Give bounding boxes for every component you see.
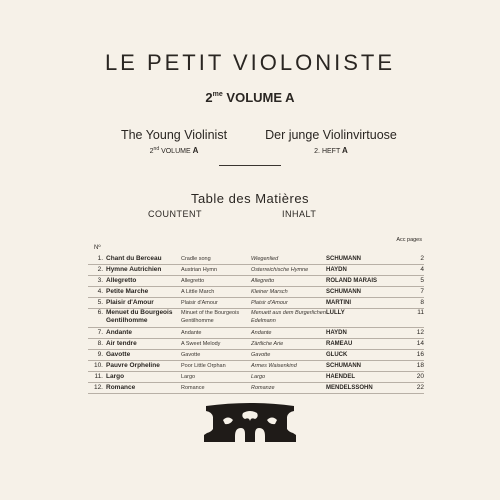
toc-entry-english-title: Andante — [181, 328, 251, 339]
toc-entry-french-title: Gavotte — [106, 350, 181, 361]
toc-entry-page: 4 — [401, 265, 424, 276]
toc-row — [88, 339, 424, 350]
toc-entry-german-title: Andante — [251, 328, 326, 339]
toc-entry-english-title: A Sweet Melody — [181, 339, 251, 350]
toc-entry-number: 1. — [88, 254, 106, 265]
volume-number: 2 — [205, 90, 213, 105]
toc-entry-english-title: Cradle song — [181, 254, 251, 265]
toc-entry-german-title: Gavotte — [251, 350, 326, 361]
toc-contents-german: INHALT — [282, 209, 317, 219]
toc-entry-english-title: Minuet of the Bourgeois Gentilhomme — [181, 309, 251, 328]
toc-entry-number: 10. — [88, 361, 106, 372]
toc-entry-composer: GLUCK — [326, 350, 401, 361]
volume-label: VOLUME — [226, 90, 283, 105]
english-volume-label: VOLUME — [161, 148, 191, 155]
toc-row — [88, 287, 424, 298]
toc-entry-german-title: Armes Waisenkind — [251, 361, 326, 372]
toc-entry-page: 8 — [401, 298, 424, 309]
toc-row — [88, 350, 424, 361]
toc-entry-number: 12. — [88, 383, 106, 394]
toc-entry-number: 7. — [88, 328, 106, 339]
toc-entry-page: 5 — [401, 276, 424, 287]
toc-entry-french-title: Air tendre — [106, 339, 181, 350]
toc-entry-french-title: Plaisir d'Amour — [106, 298, 181, 309]
toc-table — [88, 254, 424, 394]
toc-entry-german-title: Zärtliche Arie — [251, 339, 326, 350]
toc-entry-french-title: Pauvre Orpheline — [106, 361, 181, 372]
toc-entry-french-title: Andante — [106, 328, 181, 339]
toc-contents-french: COUNTENT — [148, 209, 202, 219]
toc-entry-page: 22 — [401, 383, 424, 394]
toc-entry-french-title: Romance — [106, 383, 181, 394]
german-volume-letter: A — [342, 146, 348, 155]
toc-entry-page: 18 — [401, 361, 424, 372]
toc-entry-page: 16 — [401, 350, 424, 361]
toc-entry-composer: RAMEAU — [326, 339, 401, 350]
toc-entry-french-title: Chant du Berceau — [106, 254, 181, 265]
toc-entry-french-title: Petite Marche — [106, 287, 181, 298]
toc-row — [88, 372, 424, 383]
english-volume-letter: A — [192, 146, 199, 155]
toc-entry-french-title: Hymne Autrichien — [106, 265, 181, 276]
toc-entry-number: 3. — [88, 276, 106, 287]
toc-row — [88, 254, 424, 265]
toc-entry-english-title: Gavotte — [181, 350, 251, 361]
toc-entry-number: 11. — [88, 372, 106, 383]
toc-entry-german-title: Osterreichische Hymne — [251, 265, 326, 276]
toc-entry-number: 6. — [88, 309, 106, 328]
toc-entry-english-title: Poor Little Orphan — [181, 361, 251, 372]
english-volume — [99, 146, 249, 155]
toc-entry-french-title: Allegretto — [106, 276, 181, 287]
toc-entry-german-title: Largo — [251, 372, 326, 383]
english-title-block — [99, 128, 249, 155]
toc-entry-german-title: Romanze — [251, 383, 326, 394]
toc-row — [88, 328, 424, 339]
toc-entry-german-title: Wiegenlied — [251, 254, 326, 265]
toc-entry-composer: ROLAND MARAIS — [326, 276, 401, 287]
toc-entry-german-title: Allegretto — [251, 276, 326, 287]
english-volume-suffix: nd — [153, 146, 160, 152]
toc-entry-page: 12 — [401, 328, 424, 339]
toc-row — [88, 309, 424, 328]
toc-entry-page: 14 — [401, 339, 424, 350]
toc-entry-english-title: A Little March — [181, 287, 251, 298]
divider-rule — [219, 165, 281, 166]
violin-bridge-icon — [203, 402, 297, 442]
toc-entry-page: 2 — [401, 254, 424, 265]
toc-entry-composer: SCHUMANN — [326, 287, 401, 298]
toc-entry-composer: MARTINI — [326, 298, 401, 309]
toc-page-header: Acc pages — [396, 237, 422, 243]
toc-entry-composer: HAENDEL — [326, 372, 401, 383]
toc-entry-german-title: Plaisir d'Amour — [251, 298, 326, 309]
toc-row — [88, 265, 424, 276]
toc-entry-page: 11 — [401, 309, 424, 328]
toc-entry-number: 8. — [88, 339, 106, 350]
toc-entry-composer: LULLY — [326, 309, 401, 328]
toc-number-header: Nº — [94, 245, 101, 251]
toc-entry-composer: MENDELSSOHN — [326, 383, 401, 394]
toc-row — [88, 298, 424, 309]
toc-entry-number: 4. — [88, 287, 106, 298]
toc-entry-number: 2. — [88, 265, 106, 276]
toc-entry-page: 7 — [401, 287, 424, 298]
book-title: LE PETIT VIOLONISTE — [104, 50, 396, 75]
toc-entry-composer: HAYDN — [326, 265, 401, 276]
german-volume — [256, 146, 406, 155]
volume-number-suffix: me — [212, 91, 223, 98]
toc-entry-english-title: Austrian Hymn — [181, 265, 251, 276]
toc-entry-english-title: Allegretto — [181, 276, 251, 287]
toc-entry-english-title: Largo — [181, 372, 251, 383]
toc-entry-english-title: Romance — [181, 383, 251, 394]
toc-entry-page: 20 — [401, 372, 424, 383]
german-volume-label: 2. HEFT — [314, 148, 341, 155]
toc-entry-composer: SCHUMANN — [326, 254, 401, 265]
toc-entry-english-title: Plaisir d'Amour — [181, 298, 251, 309]
toc-entry-composer: HAYDN — [326, 328, 401, 339]
german-title-block — [256, 128, 406, 155]
toc-entry-number: 5. — [88, 298, 106, 309]
toc-entry-number: 9. — [88, 350, 106, 361]
volume-letter: A — [285, 90, 295, 105]
toc-entry-composer: SCHUMANN — [326, 361, 401, 372]
toc-entry-french-title: Largo — [106, 372, 181, 383]
english-title: The Young Violinist — [120, 128, 228, 142]
toc-entry-german-title: Menuett aus dem Burgerlichen Edelmann — [251, 309, 326, 328]
toc-entry-french-title: Menuet du Bourgeois Gentilhomme — [106, 309, 181, 328]
toc-row — [88, 276, 424, 287]
english-volume-number: 2 — [149, 148, 154, 155]
toc-row — [88, 361, 424, 372]
toc-title: Table des Matières — [190, 191, 310, 206]
volume-heading — [0, 90, 500, 105]
toc-entry-german-title: Kleiner Marsch — [251, 287, 326, 298]
german-title: Der junge Violinvirtuose — [265, 128, 397, 142]
toc-row — [88, 383, 424, 394]
